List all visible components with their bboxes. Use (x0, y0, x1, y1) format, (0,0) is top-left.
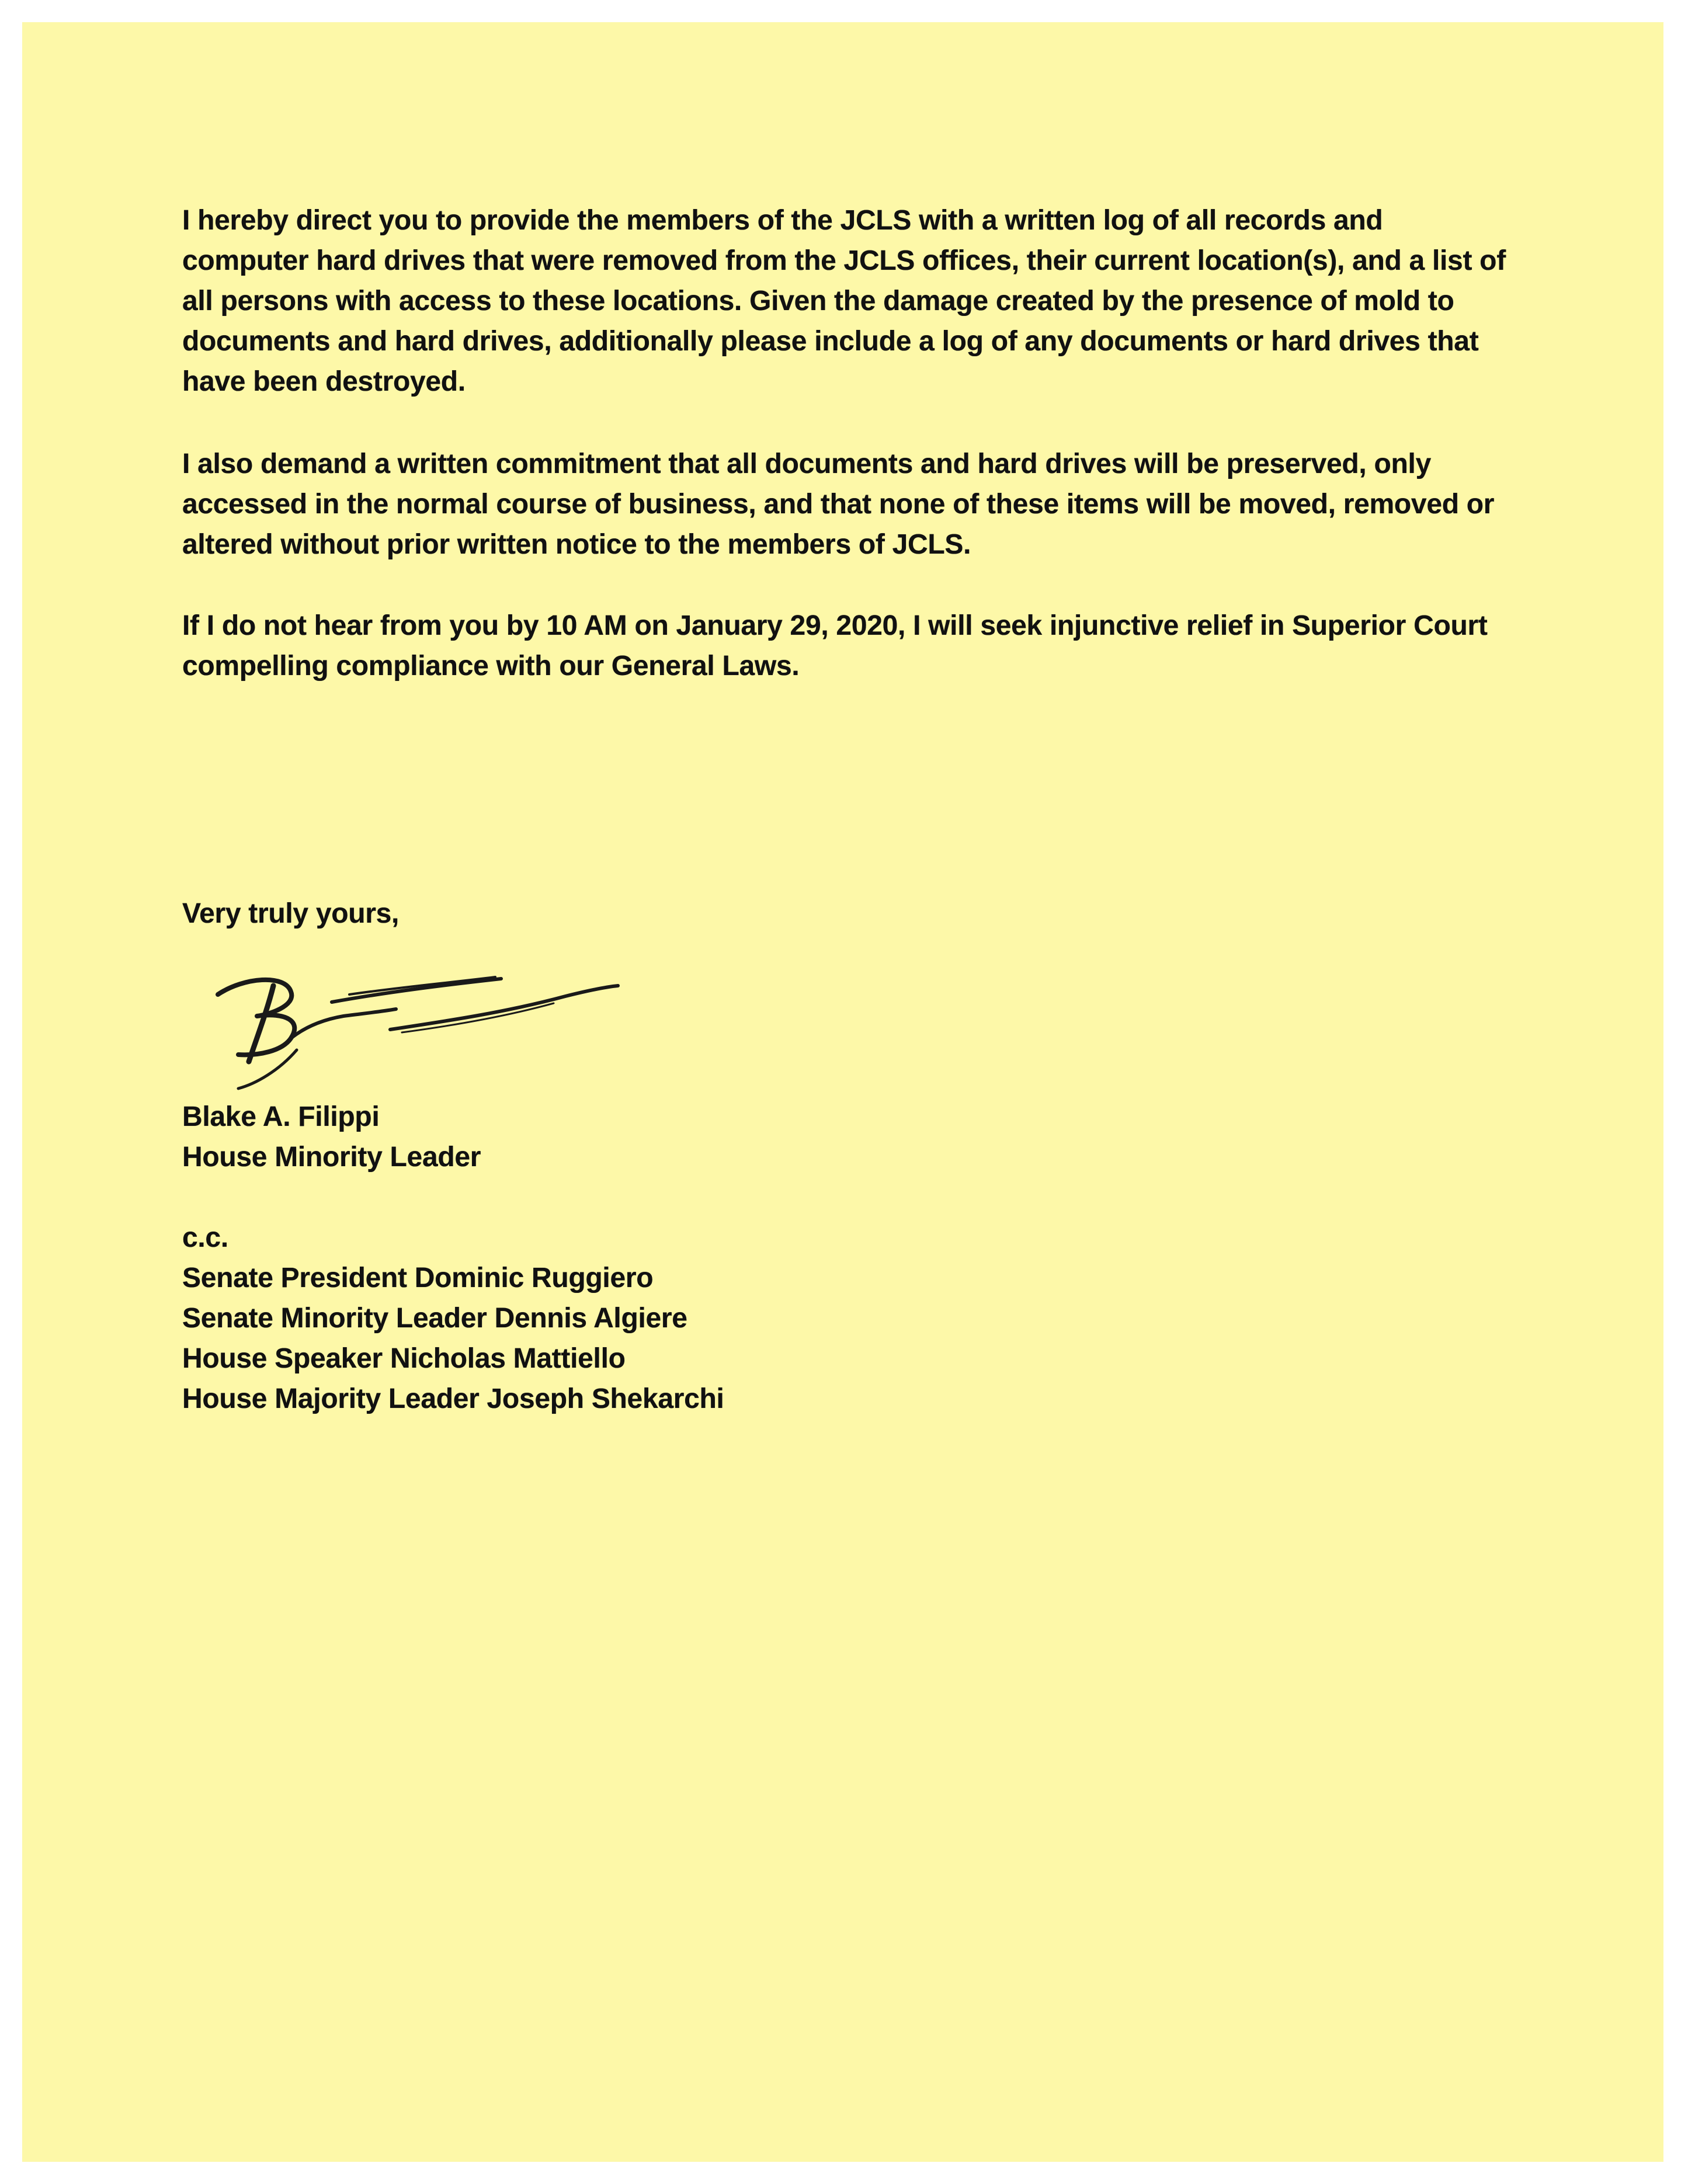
signature-block (182, 1097, 481, 1177)
cc-recipient: Senate Minority Leader Dennis Algiere (182, 1303, 687, 1334)
handwritten-signature (203, 951, 624, 1103)
cc-recipient: House Majority Leader Joseph Shekarchi (182, 1383, 724, 1414)
paragraph-preservation-demand: I also demand a written commitment that all documents and hard drives will be preserved, only accessed in the normal course of business, and that none of these items will be moved, removed or altered without prior written notice to the members of JCLS. (182, 448, 1495, 560)
paragraph-records-log: I hereby direct you to provide the members of the JCLS with a written log of all records and computer hard drives that were removed from the JCLS offices, their current location(s), and a list of all persons with access to these locations. Given the damage created by the presence of mold to documents and hard drives, additionally please include a log of any documents or hard drives that have been destroyed. (182, 205, 1506, 397)
signer-title: House Minority Leader (182, 1142, 481, 1173)
letter-page (22, 22, 1663, 2162)
cc-label: c.c. (182, 1222, 228, 1253)
cc-recipient: Senate President Dominic Ruggiero (182, 1263, 654, 1293)
paragraph-deadline: If I do not hear from you by 10 AM on January 29, 2020, I will seek injunctive relief in Superior Court compelling compliance with our General Laws. (182, 610, 1488, 681)
closing-salutation: Very truly yours, (182, 898, 400, 929)
cc-block (182, 1218, 724, 1419)
cc-recipient: House Speaker Nicholas Mattiello (182, 1343, 626, 1374)
signer-name: Blake A. Filippi (182, 1101, 380, 1132)
